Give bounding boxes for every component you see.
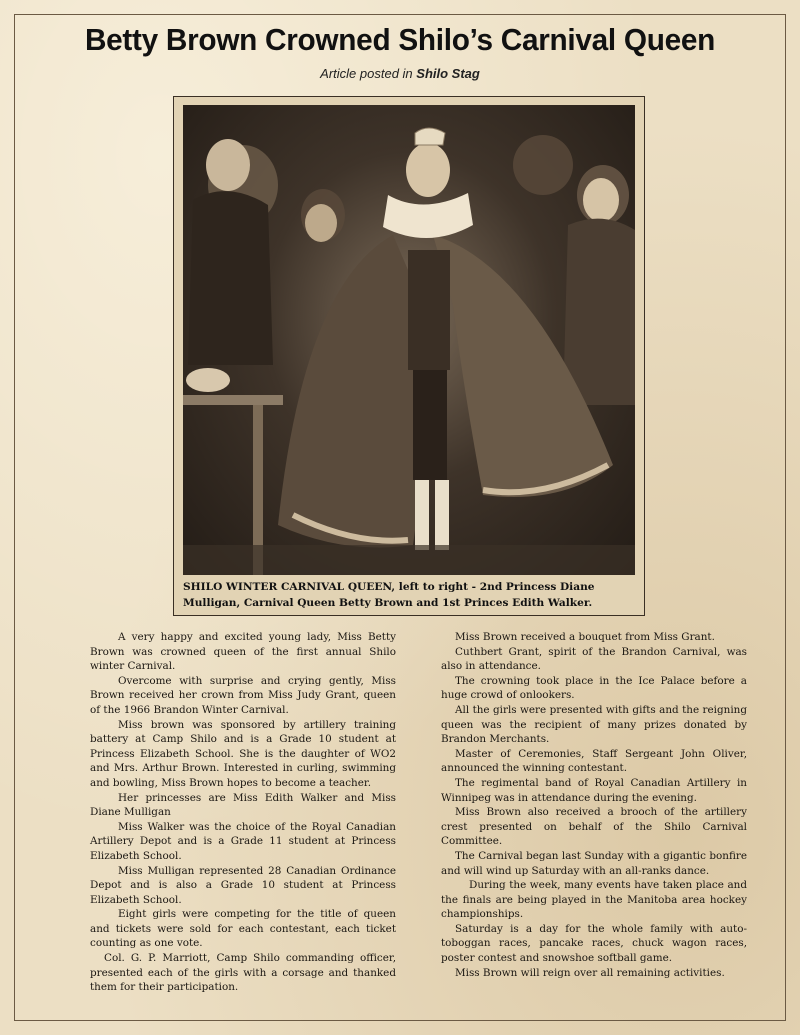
paragraph: Miss Mulligan represented 28 Canadian Ordinance Depot and is also a Grade 10 student at Princess Elizabeth School. [90,864,396,906]
paragraph: Cuthbert Grant, spirit of the Brandon Carnival, was also in attendance. [441,645,747,673]
paragraph: Miss Walker was the choice of the Royal Canadian Artillery Depot and is a Grade 11 student at Princess Elizabeth School. [90,820,396,862]
paragraph: Col. G. P. Marriott, Camp Shilo commanding officer, presented each of the girls with a corsage and thanked them for their participation. [90,952,396,994]
article-column-left [90,630,396,995]
paragraph: Miss Brown received a bouquet from Miss Grant. [455,631,715,643]
paragraph: Saturday is a day for the whole family with auto-toboggan races, pancake races, chuck wagon races, poster contest and snowshoe softball game. [441,922,747,965]
paragraph: The regimental band of Royal Canadian Artillery in Winnipeg was in attendance during the evening. [441,776,747,804]
carnival-queen-photo [183,105,635,575]
paragraph: All the girls were presented with gifts and the reigning queen was the recipient of many prizes donated by Brandon Merchants. [441,703,747,746]
paragraph: The crowning took place in the Ice Palace before a huge crowd of onlookers. [441,674,747,702]
caption-line-1: SHILO WINTER CARNIVAL QUEEN, left to right - 2nd Princess Diane [183,581,595,593]
paragraph: A very happy and excited young lady, Miss Betty Brown was crowned queen of the first annual Shilo winter Carnival. [90,631,396,673]
paragraph: Miss brown was sponsored by artillery training battery at Camp Shilo and is a Grade 10 student at Princess Elizabeth School. She is the daughter of WO2 and Mrs. Arthur Brown. Interested in curling, swimming and bowling, Miss Brown hopes to become a teacher. [90,718,396,789]
subhead-source: Shilo Stag [416,66,480,81]
subhead [0,66,800,81]
photo-caption [183,579,635,611]
subhead-prefix: Article posted in [320,66,413,81]
article-column-right [441,630,747,980]
headline: Betty Brown Crowned Shilo’s Carnival Queen [84,22,716,57]
paragraph: Miss Brown will reign over all remaining activities. [455,966,725,979]
paragraph: The Carnival began last Sunday with a gigantic bonfire and will wind up Saturday with an all-ranks dance. [441,849,747,877]
paragraph: Overcome with surprise and crying gently, Miss Brown received her crown from Miss Judy Grant, queen of the 1966 Brandon Winter Carnival. [90,674,396,716]
photo-frame [173,96,645,616]
paragraph: Miss Brown also received a brooch of the artillery crest presented on behalf of the Shilo Carnival Committee. [441,806,747,848]
paragraph: During the week, many events have taken place and the finals are being played in the Manitoba area hockey championships. [441,879,747,921]
paragraph: Master of Ceremonies, Staff Sergeant John Oliver, announced the winning contestant. [441,747,747,775]
paragraph: Eight girls were competing for the title of queen and tickets were sold for each contestant, each ticket counting as one vote. [90,908,396,950]
photo-illustration [183,105,635,575]
caption-line-2: Mulligan, Carnival Queen Betty Brown and 1st Princes Edith Walker. [183,597,593,609]
paragraph: Her princesses are Miss Edith Walker and Miss Diane Mulligan [90,791,396,819]
